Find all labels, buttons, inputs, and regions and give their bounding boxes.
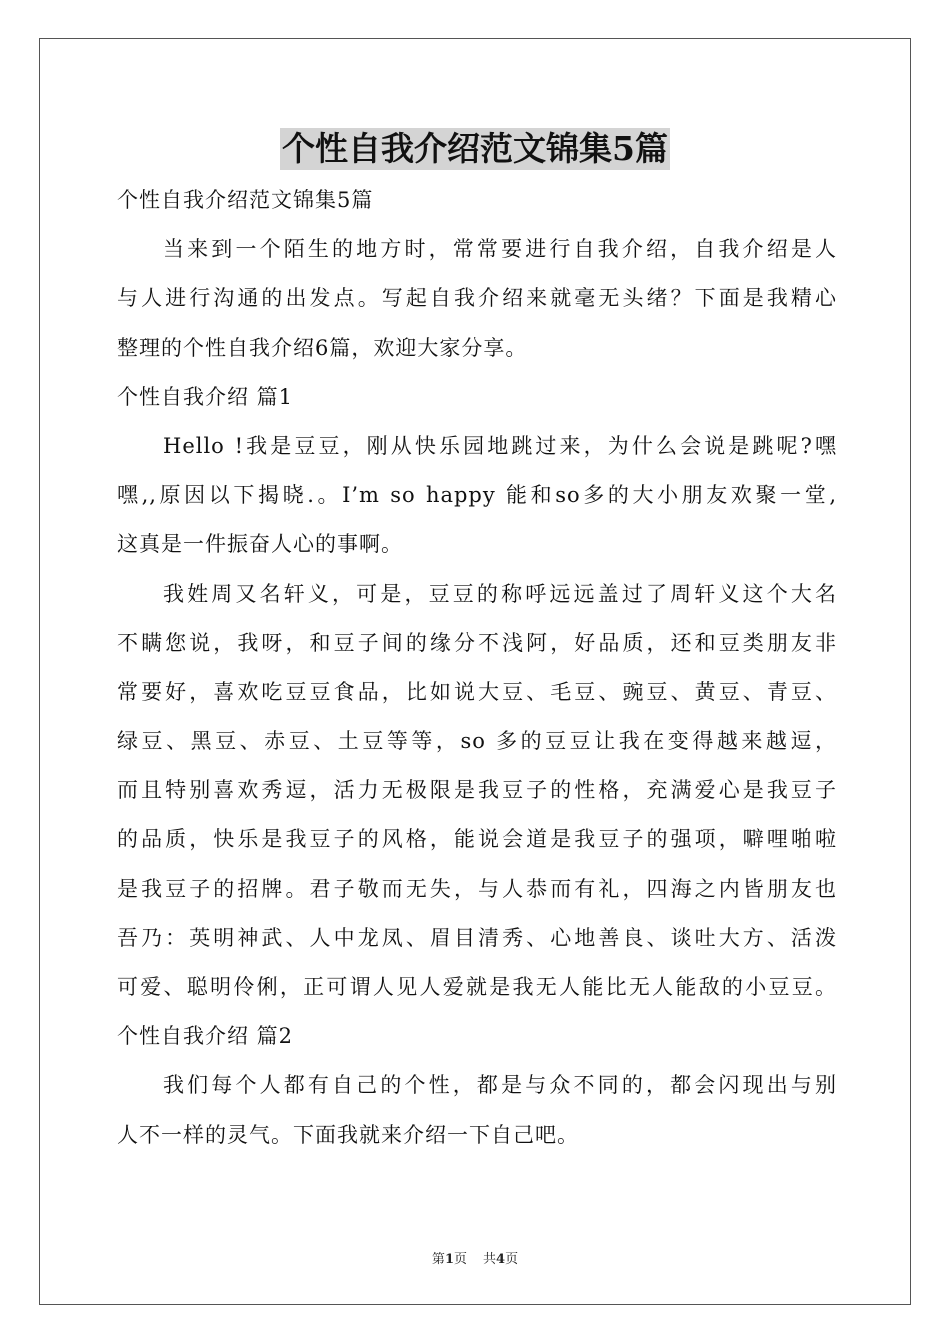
text-line: 而且特别喜欢秀逗，活力无极限是我豆子的性格，充满爱心是我豆子 (117, 778, 837, 803)
page-number: 1 (444, 1252, 454, 1267)
text-line: 常要好，喜欢吃豆豆食品，比如说大豆、毛豆、豌豆、黄豆、青豆、 (117, 679, 837, 704)
total-suffix: 页 (505, 1252, 519, 1267)
text-line: 个性自我介绍范文锦集5篇 (117, 188, 374, 212)
text-line: 是我豆子的招牌。君子敬而无失，与人恭而有礼，四海之内皆朋友也 (117, 876, 837, 901)
document-title: 个性自我介绍范文锦集5篇 (282, 129, 668, 168)
text-line: 嘿,,原因以下揭晓.。I’m so happy 能和so多的大小朋友欢聚一堂, (117, 483, 837, 508)
text-line: 与人进行沟通的出发点。写起自我介绍来就毫无头绪？下面是我精心 (117, 286, 837, 311)
text-line: 个性自我介绍 篇1 (117, 384, 294, 409)
page-prefix: 第 (431, 1252, 445, 1267)
text-line: 个性自我介绍 篇2 (117, 1024, 294, 1049)
title-container (0, 128, 950, 170)
page-total: 4 (496, 1252, 506, 1267)
page-suffix: 页 (453, 1252, 467, 1267)
text-line: 整理的个性自我介绍6篇，欢迎大家分享。 (117, 335, 528, 360)
text-line: Hello !我是豆豆，刚从快乐园地跳过来，为什么会说是跳呢?嘿 (163, 433, 837, 458)
document-body (117, 176, 837, 1160)
text-line: 人不一样的灵气。下面我就来介绍一下自己吧。 (117, 1122, 579, 1147)
text-line: 的品质，快乐是我豆子的风格，能说会道是我豆子的强项，噼哩啪啦 (117, 827, 837, 852)
text-line: 不瞒您说，我呀，和豆子间的缘分不浅阿，好品质，还和豆类朋友非 (117, 630, 837, 655)
text-line: 绿豆、黑豆、赤豆、土豆等等，so 多的豆豆让我在变得越来越逗， (117, 729, 837, 754)
text-line: 我们每个人都有自己的个性，都是与众不同的，都会闪现出与别 (163, 1073, 837, 1098)
text-line: 吾乃：英明神武、人中龙凤、眉目清秀、心地善良、谈吐大方、活泼 (117, 925, 837, 950)
text-line: 当来到一个陌生的地方时，常常要进行自我介绍，自我介绍是人 (163, 237, 837, 262)
text-line: 这真是一件振奋人心的事啊。 (117, 532, 403, 557)
total-prefix: 共 (483, 1252, 497, 1267)
text-line: 可爱、聪明伶俐，正可谓人见人爱就是我无人能比无人能敌的小豆豆。 (117, 975, 837, 999)
page-footer (0, 1248, 950, 1267)
text-line: 我姓周又名轩义，可是，豆豆的称呼远远盖过了周轩义这个大名 (163, 581, 837, 606)
